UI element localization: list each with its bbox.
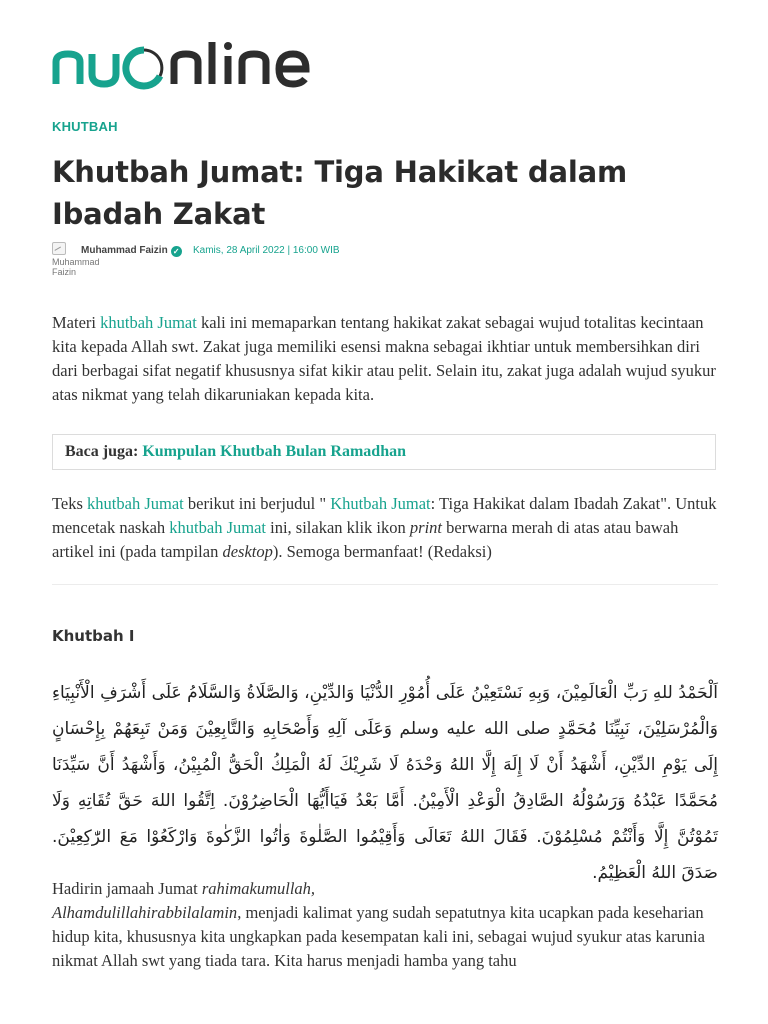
body-emphasis-2: Alhamdulillahirabbilalamin	[52, 903, 238, 922]
verified-check-icon: ✓	[171, 246, 182, 257]
note-text-1: Teks	[52, 494, 88, 513]
khutbah-jumat-link[interactable]: khutbah Jumat	[100, 313, 197, 332]
note-text-6: ). Semoga bermanfaat! (Redaksi)	[272, 542, 492, 561]
baca-juga-link[interactable]: Kumpulan Khutbah Bulan Ramadhan	[142, 443, 406, 460]
baca-juga-label: Baca juga:	[65, 443, 139, 460]
author-avatar[interactable]	[52, 242, 100, 286]
body-emphasis-1: rahimakumullah,	[201, 879, 316, 898]
khutbah-jumat-link[interactable]: Khutbah Jumat	[330, 494, 431, 513]
khutbah-jumat-link[interactable]: khutbah Jumat	[169, 518, 266, 537]
note-text-4: ini, silakan klik ikon	[265, 518, 410, 537]
note-text-3: : Tiga Hakikat dalam Ibadah Zakat". Untuk mencetak naskah	[52, 494, 717, 537]
baca-juga-box	[52, 434, 716, 470]
note-text-5: berwarna merah di atas atau bawah artikel ini (pada tampilan	[52, 518, 679, 561]
body-paragraph	[52, 877, 722, 973]
author-name[interactable]	[81, 245, 182, 257]
body-text-1: Hadirin jamaah Jumat	[52, 879, 202, 898]
khutbah-jumat-link[interactable]: khutbah Jumat	[87, 494, 184, 513]
intro-text-1: Materi	[52, 313, 101, 332]
intro-text-2: kali ini memaparkan tentang hakikat zakat sebagai wujud totalitas kecintaan kita kepada Allah swt. Zakat juga memiliki esensi makna sebagai ikhtiar untuk membersihkan diri dari berbagai sifat negatif khususnya sifat kikir atau pelit. Selain itu, zakat juga adalah wujud syukur atas nikmat yang telah dikaruniakan kepada kita.	[52, 313, 716, 404]
body-text-2: , menjadi kalimat yang sudah sepatutnya kita ucapkan pada keseharian hidup kita, khususnya kita ungkapkan pada kesempatan kali ini, sebagai wujud syukur atas karunia nikmat Allah swt yang tiada tara. Kita harus menjadi hamba yang tahu	[52, 903, 705, 970]
note-text-2: berikut ini berjudul "	[183, 494, 331, 513]
arabic-opening-text: اَلْحَمْدُ للهِ رَبِّ الْعَالَمِيْنَ، وَبِهِ نَسْتَعِيْنُ عَلَى أُمُوْرِ الدُّنْيَا وَالدِّيْنِ، وَالصَّلَاةُ وَالسَّلَامُ عَلَى أَشْرَفِ الْأَنْبِيَاءِ وَالْمُرْسَلِيْنَ، نَبِيِّنَا مُحَمَّدٍ صلى الله عليه وسلم وَعَلَى آلِهِ وَأَصْحَابِهِ وَالتَّابِعِيْنَ وَمَنْ تَبِعَهُمْ بِإِحْسَانٍ إِلَى يَوْمِ الدِّيْنِ، أَشْهَدُ أَنْ لَا إِلَهَ إِلَّا اللهُ وَحْدَهُ لَا شَرِيْكَ لَهُ الْمَلِكُ الْحَقُّ الْمُبِيْنُ، وَأَشْهَدُ أَنَّ سَيِّدَنَا مُحَمَّدًا عَبْدُهُ وَرَسُوْلُهُ الصَّادِقُ الْوَعْدِ الْأَمِيْنُ. أَمَّا بَعْدُ فَيَاأَيُّهَا الْحَاضِرُوْنَ. اِتَّقُوا اللهَ حَقَّ تُقَاتِهِ وَلَا تَمُوْتُنَّ إِلَّا وَأَنْتُمْ مُسْلِمُوْنَ. فَقَالَ اللهُ تَعَالَى وَأَقِيْمُوا الصَّلٰوةَ وَاٰتُوا الزَّكٰوةَ وَارْكَعُوْا مَعَ الرّٰكِعِيْنَ. صَدَقَ اللهُ الْعَظِيْمُ.	[52, 683, 718, 883]
category-label[interactable]: KHUTBAH	[52, 119, 118, 134]
author-name-text: Muhammad Faizin	[81, 245, 168, 256]
broken-image-icon	[52, 242, 66, 255]
site-logo[interactable]	[50, 40, 320, 98]
khutbah-heading: Khutbah I	[52, 627, 135, 645]
publish-date: Kamis, 28 April 2022 | 16:00 WIB	[193, 245, 340, 256]
editor-note	[52, 492, 722, 564]
article-title: Khutbah Jumat: Tiga Hakikat dalam Ibadah Zakat	[52, 155, 627, 231]
note-emphasis-print: print	[409, 518, 442, 537]
avatar-alt-text: Muhammad Faizin	[52, 257, 100, 277]
note-emphasis-desktop: desktop	[222, 542, 273, 561]
divider	[52, 584, 718, 585]
byline	[52, 242, 452, 286]
intro-paragraph	[52, 311, 722, 407]
